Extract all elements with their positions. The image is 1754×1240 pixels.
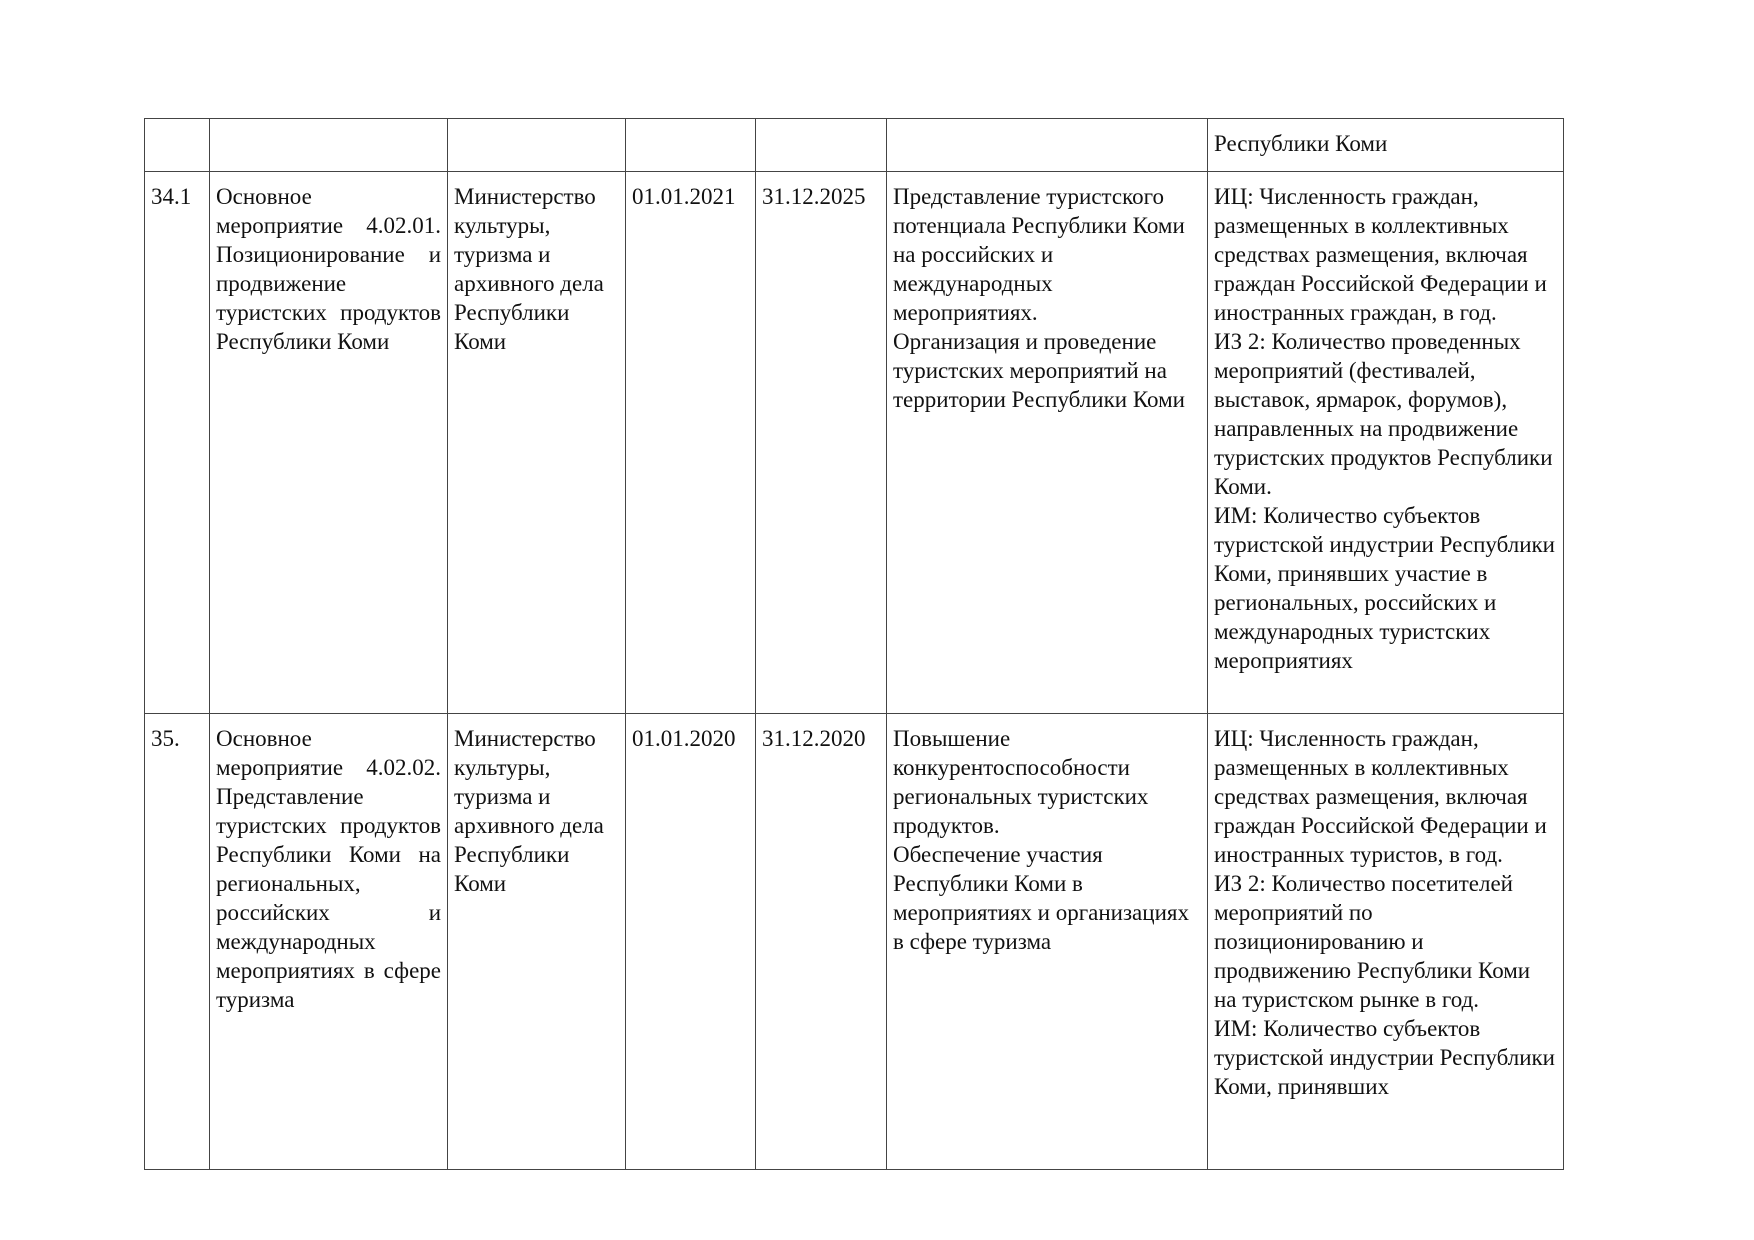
cell-number [145, 119, 210, 172]
cell-number: 34.1 [145, 172, 210, 714]
cell-end-date: 31.12.2025 [756, 172, 887, 714]
cell-expected-result: Представление туристского потенциала Республики Коми на российских и международных мероприятиях. Организация и проведение туристских мероприятий на территории Республики Коми [887, 172, 1208, 714]
cell-executor: Министерство культуры, туризма и архивного дела Республики Коми [448, 172, 626, 714]
cell-measure-name: Основное мероприятие 4.02.01. Позиционирование и продвижение туристских продуктов Республики Коми [210, 172, 448, 714]
cell-executor: Министерство культуры, туризма и архивного дела Республики Коми [448, 714, 626, 1170]
table-row [145, 172, 1564, 714]
table-row [145, 119, 1564, 172]
cell-measure-name [210, 119, 448, 172]
program-measures-table [144, 118, 1564, 1170]
cell-start-date: 01.01.2021 [626, 172, 756, 714]
cell-executor [448, 119, 626, 172]
cell-end-date [756, 119, 887, 172]
cell-start-date: 01.01.2020 [626, 714, 756, 1170]
cell-end-date: 31.12.2020 [756, 714, 887, 1170]
cell-start-date [626, 119, 756, 172]
cell-indicators: ИЦ: Численность граждан, размещенных в коллективных средствах размещения, включая граждан Российской Федерации и иностранных туристов, в год. ИЗ 2: Количество посетителей мероприятий по позиционированию и продвижению Республики Коми на туристском рынке в год. ИМ: Количество субъектов туристской индустрии Республики Коми, принявших [1208, 714, 1564, 1170]
table-row [145, 714, 1564, 1170]
cell-indicators: ИЦ: Численность граждан, размещенных в коллективных средствах размещения, включая граждан Российской Федерации и иностранных граждан, в год. ИЗ 2: Количество проведенных мероприятий (фестивалей, выставок, ярмарок, форумов), направленных на продвижение туристских продуктов Республики Коми. ИМ: Количество субъектов туристской индустрии Республики Коми, принявших участие в региональных, российских и международных туристских мероприятиях [1208, 172, 1564, 714]
cell-expected-result: Повышение конкурентоспособности региональных туристских продуктов. Обеспечение участия Республики Коми в мероприятиях и организациях в сфере туризма [887, 714, 1208, 1170]
cell-expected-result [887, 119, 1208, 172]
cell-indicators: Республики Коми [1208, 119, 1564, 172]
cell-number: 35. [145, 714, 210, 1170]
cell-measure-name: Основное мероприятие 4.02.02. Представление туристских продуктов Республики Коми на региональных, российских и международных мероприятиях в сфере туризма [210, 714, 448, 1170]
